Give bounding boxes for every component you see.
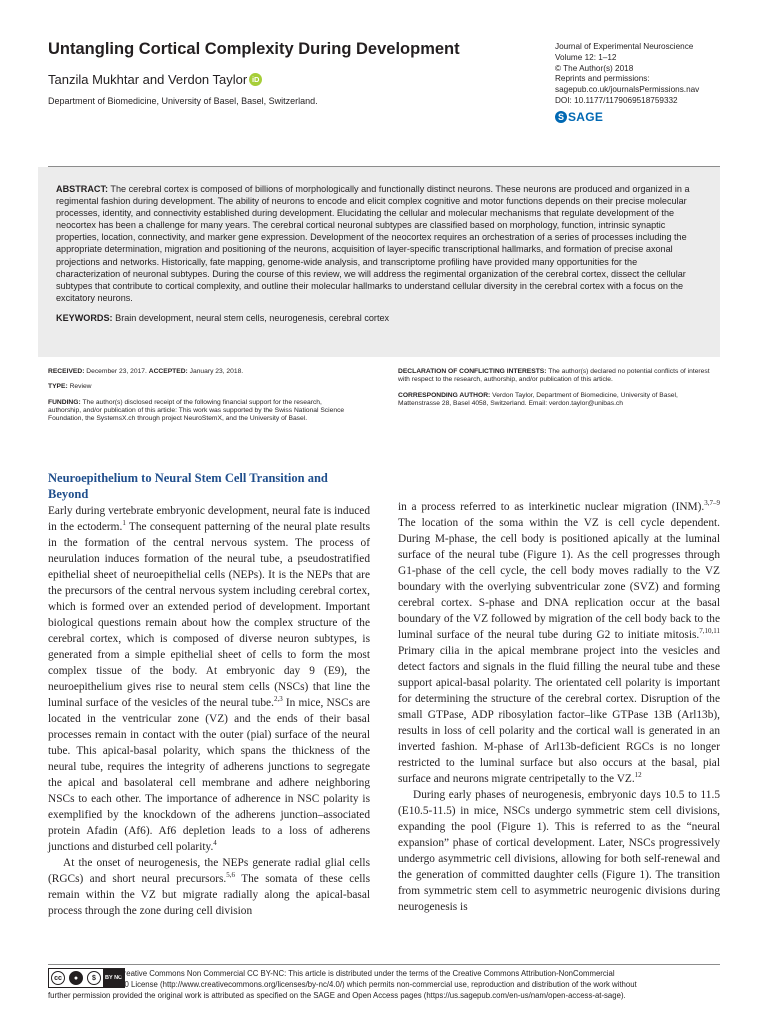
paragraph — [48, 855, 370, 919]
conflict-text: The author(s) declared no potential conflicts of interest with respect to the research, authorship, and/or publication of this article. — [398, 368, 710, 384]
text-run: The consequent patterning of the neural plate results in the formation of the central nervous system. The process of neurulation induces formation of the neural tube, a pseudostratified epithelial sheet of neuroepithelial cells (NEPs). It is the NEPs that are the precursors of the central nervous system including cerebral cortex, which is formed over an extended period of development. Important biological questions remain about how the complex structure of the cerebral cortex, which is composed of diverse neuron subtypes, is generated from a simple epithelial sheet of cells to form the most complex tissue of the body. At embryonic day 9 (E9), the neuroepithelium gives rise to neural stem cells (NSCs) that line the luminal surface of the vesicles of the neural tube. — [48, 521, 370, 709]
section-title: Neuroepithelium to Neural Stem Cell Transition and Beyond — [48, 471, 328, 501]
license-line-text: Creative Commons Non Commercial CC BY-NC: This article is distributed under the terms of the Creative Commons Attribution-NonCommercial — [118, 969, 615, 978]
text-run: Early during vertebrate embryonic development, neural fate is induced in the ectoderm. — [48, 505, 370, 533]
cc-icon: cc — [51, 971, 65, 985]
text-run: The location of the soma within the VZ is cell cycle dependent. During M-phase, the cell body is positioned apically at the luminal surface of the neural tube (Figure 1). As the cell progresses through G1-phase of the cell cycle, the cell body moves radially to the VZ boundary with the overlying subventricular zone (SVZ) and forming cerebral cortex. S-phase and DNA replication occur at the basal boundary of the VZ followed by migration of the cell body back to the luminal surface of the neural tube during G2 to initiate mitosis. — [398, 517, 720, 641]
article-meta-right — [398, 368, 718, 415]
paragraph — [398, 499, 720, 787]
body-column-left — [48, 470, 370, 919]
received-label: RECEIVED: — [48, 368, 85, 375]
affiliation: Department of Biomedicine, University of Basel, Basel, Switzerland. — [48, 96, 318, 106]
abstract-box — [38, 167, 720, 357]
citation-ref[interactable]: 3,7–9 — [704, 499, 720, 508]
conflict-label: DECLARATION OF CONFLICTING INTERESTS: — [398, 368, 547, 375]
funding — [48, 399, 348, 424]
sage-logo-icon: S — [555, 111, 567, 123]
license-line — [48, 968, 720, 979]
text-run: Primary cilia in the apical membrane project into the vesicles and detect factors and signals in the fluid filling the neural tube and these support apical-basal polarity. The orientated cell polarity is important for determining the structure of the cerebral cortex. Disruption of the small GTPase, ADP ribosylation factor–like GTPase 13B (Arl13b), results in loss of cell polarity and the cortical wall is generated in an inverted fashion. M-phase of Arl13b-deficient RGCs is no longer restricted to the luminal surface but also occurs at the basal, pial surface and neurons migrate centripetally to the VZ. — [398, 645, 720, 785]
reprints-label: Reprints and permissions: — [555, 74, 650, 84]
sage-logo — [555, 110, 603, 124]
orcid-icon[interactable]: iD — [249, 73, 262, 86]
paragraph: During early phases of neurogenesis, embryonic days 10.5 to 11.5 (E10.5-11.5) in mice, NSCs undergo symmetric stem cell divisions, expanding the pool (Figure 1). This is referred to as the “neural expansion” phase of cortical development. Later, NSCs progressively undergo asymmetric cell divisions, allowing for both self-renewal and the generation of committed daughter cells (Figure 1). The transition from symmetric stem cell to asymmetric neurogenic divisions during neurogenesis is — [398, 789, 720, 913]
citation-ref[interactable]: 4 — [213, 839, 217, 848]
conflict-declaration — [398, 368, 718, 385]
copyright: © The Author(s) 2018 — [555, 63, 634, 73]
text-run: in a process referred to as interkinetic nuclear migration (INM). — [398, 501, 705, 513]
sage-logo-text: SAGE — [568, 110, 604, 124]
abstract — [56, 183, 702, 304]
citation-ref[interactable]: 2,3 — [273, 695, 283, 704]
citation-ref[interactable]: 1 — [122, 519, 126, 528]
text-run: At the onset of neurogenesis, the NEPs generate radial glial cells (RGCs) and short neural precursors. — [48, 857, 370, 885]
license-line — [48, 979, 720, 990]
type-label: TYPE: — [48, 383, 68, 391]
article-title: Untangling Cortical Complexity During Development — [48, 40, 460, 58]
funding-label: FUNDING: — [48, 398, 81, 406]
authors: Tanzila Mukhtar and Verdon Taylor — [48, 72, 248, 87]
doi[interactable]: DOI: 10.1177/1179069518759332 — [555, 95, 678, 105]
accepted-label: ACCEPTED: — [148, 368, 188, 375]
corresponding-text: Verdon Taylor, Department of Biomedicine, University of Basel, Mattenstrasse 28, Basel 4058, Switzerland. Email: verdon.taylor@unibas.ch — [398, 391, 678, 407]
type-value: Review — [69, 383, 92, 391]
corresponding-author — [398, 392, 718, 409]
article-type — [48, 383, 348, 391]
license-line: further permission provided the original work is attributed as specified on the SAGE and Open Access pages (https://us.sagepub.com/en-us/nam/open-access-at-sage). — [48, 991, 626, 1001]
journal-name: Journal of Experimental Neuroscience — [555, 42, 694, 51]
license-text — [48, 968, 720, 1001]
keywords — [56, 312, 702, 324]
reprints-link[interactable]: sagepub.co.uk/journalsPermissions.nav — [555, 85, 700, 95]
cc-badge-label: BY NC — [103, 969, 124, 987]
corresponding-label: CORRESPONDING AUTHOR: — [398, 391, 491, 399]
citation-ref[interactable]: 12 — [634, 771, 642, 780]
by-icon: ● — [69, 971, 83, 985]
text-run: In mice, NSCs are located in the ventricular zone (VZ) and the ends of their basal processes remain in contact with the outer (pial) surface of the neural tube. This apical-basal polarity, which spans the thickness of the neural tube, requires the integrity of adherens junctions to segregate the apical and basolateral cell membrane and adhere neighboring NSCs to each other. The importance of adherence in NSC polarity is exemplified by the knockdown of the adherens junction–associated protein Afadin (Af6). Af6 depletion leads to a loss of adherens junctions and disturbed cell polarity. — [48, 697, 370, 853]
keywords-text: Brain development, neural stem cells, neurogenesis, cerebral cortex — [115, 312, 390, 323]
abstract-text: The cerebral cortex is composed of billions of morphologically and functionally distinct neurons. These neurons are produced and organized in a regimental fashion during development. The ability of neurons to encode and elicit complex cognitive and motor functions depends on their precise molecular processes, identity, and connectivity established during development. Elucidating the cellular and molecular mechanisms that regulate development of the neocortex has been a challenge for many years. The cerebral cortical neuronal subtypes are classified based on morphology, function, intrinsic synaptic properties, location, connectivity, and marker gene expression. Development of the neocortex requires an orchestration of a series of processes including the appropriate determination, migration and positioning of the neurons, acquisition of layer-specific transcriptional hallmarks, and formation of precise axonal projections and networks. Historically, fate mapping, genome-wide analysis, and transcriptome profiling have provided many opportunities for the characterization of neuronal subtypes. During the course of this review, we will address the regimental organization of the cerebral cortex, dissect the cellular subtypes that contribute to cortical complexity, and outline their molecular hallmarks to understand cellular diversity in the cerebral cortex with a focus on the excitatory neurons. — [56, 184, 690, 303]
dates — [48, 368, 348, 376]
text-run: The somata of these cells remain within the VZ but migrate radially along the apical-basal process through the zone during cell division — [48, 873, 370, 917]
keywords-label: KEYWORDS: — [56, 312, 113, 323]
paragraph — [48, 503, 370, 855]
journal-volume: Volume 12: 1–12 — [555, 52, 617, 62]
received-date: December 23, 2017. — [86, 368, 147, 375]
footer-divider — [48, 964, 720, 965]
funding-text: The author(s) disclosed receipt of the following financial support for the research, authorship, and/or publication of this article: This work was supported by the Swiss National Science Foundation, the SystemsX.ch through project NeuroStemX, and the University of Basel. — [48, 398, 345, 423]
accepted-date: January 23, 2018. — [189, 368, 244, 375]
article-meta-left — [48, 368, 348, 430]
body-column-right — [398, 499, 720, 915]
abstract-label: ABSTRACT: — [56, 184, 109, 194]
nc-icon: $ — [87, 971, 101, 985]
citation-ref[interactable]: 5,6 — [226, 871, 236, 880]
journal-info — [555, 42, 755, 107]
author-line — [48, 72, 262, 87]
citation-ref[interactable]: 7,10,11 — [699, 627, 720, 636]
license-line-text: 4.0 License (http://www.creativecommons.org/licenses/by-nc/4.0/) which permits non-commercial use, reproduction and distribution of the work without — [118, 980, 637, 990]
